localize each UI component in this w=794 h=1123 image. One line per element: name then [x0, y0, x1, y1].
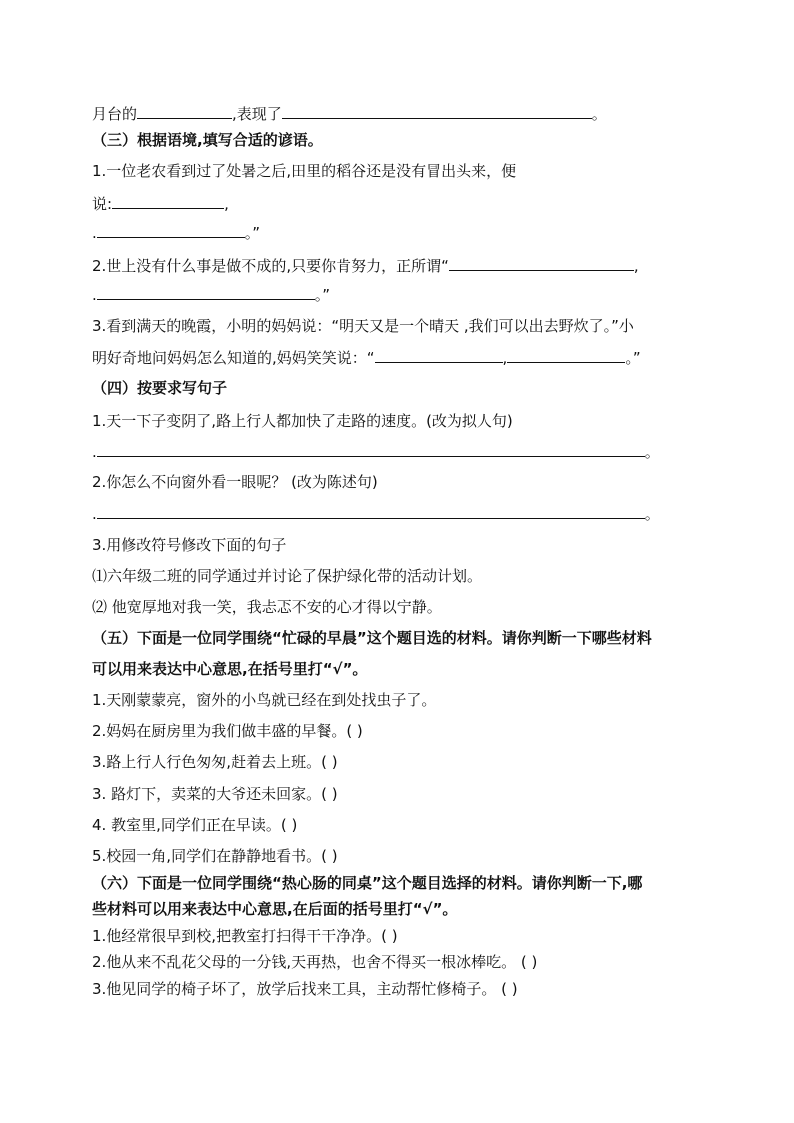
section-6-heading-line1: （六）下面是一位同学围绕“热心肠的同桌”这个题目选择的材料。请你判断一下,哪: [92, 874, 643, 892]
section-4-heading: （四）按要求写句子: [92, 379, 228, 397]
sec4-q3-2: ⑵ 他宽厚地对我一笑，我忐忑不安的心才得以宁静。: [92, 598, 442, 616]
section-5-heading-line2: 可以用来表达中心意思,在括号里打“√”。: [92, 660, 368, 678]
sec3-q3-end: 。”: [625, 349, 641, 367]
sec3-q1-prefix: 说:: [92, 195, 113, 213]
top-text-1: 月台的: [92, 105, 138, 123]
answer-blank[interactable]: [97, 503, 645, 519]
sec3-q1-dot: .: [92, 224, 97, 242]
sec3-q1-line1: 1.一位老农看到过了处暑之后,田里的稻谷还是没有冒出头来，便: [92, 162, 517, 180]
sec6-item: 3.他见同学的椅子坏了，放学后找来工具，主动帮忙修椅子。 ( ): [92, 980, 518, 998]
top-text-3: 。: [591, 105, 607, 123]
sec4-q1: 1.天一下子变阴了,路上行人都加快了走路的速度。(改为拟人句): [92, 412, 513, 430]
sec6-item: 1.他经常很早到校,把教室打扫得干干净净。( ): [92, 927, 398, 945]
sec4-q2-dot: .: [92, 505, 97, 523]
sec3-q1-line3: [92, 222, 260, 243]
sec3-q2-comma: ,: [633, 257, 639, 275]
sec3-q3-text: 明好奇地问妈妈怎么知道的,妈妈笑笑说：“: [92, 349, 375, 367]
sec3-q2-dot: .: [92, 286, 97, 304]
sec5-item: 1.天刚蒙蒙亮，窗外的小鸟就已经在到处找虫子了。: [92, 691, 437, 709]
sec4-q2-end: 。: [644, 505, 660, 523]
sec4-q3-1: ⑴六年级二班的同学通过并讨论了保护绿化带的活动计划。: [92, 567, 483, 585]
sec3-q2-end: 。”: [314, 286, 331, 304]
answer-blank[interactable]: [375, 347, 503, 363]
sec4-q2-answer: [92, 503, 660, 524]
answer-blank[interactable]: [97, 441, 645, 457]
sec4-q1-end: 。: [644, 443, 660, 461]
section-6-heading-line2: 些材料可以用来表达中心意思,在后面的括号里打“√”。: [92, 900, 458, 918]
sec3-q3-line1: 3.看到满天的晚霞，小明的妈妈说：“明天又是一个晴天 ,我们可以出去野炊了。”小: [92, 317, 634, 335]
sec3-q3-comma: ,: [502, 349, 508, 367]
sec3-q2-text: 2.世上没有什么事是做不成的,只要你肯努力，正所谓“: [92, 257, 449, 275]
sec3-q2-line2: [92, 284, 330, 305]
sec3-q3-line2: [92, 347, 641, 368]
sec4-q3: 3.用修改符号修改下面的句子: [92, 536, 287, 554]
answer-blank[interactable]: [112, 193, 224, 209]
sec3-q1-line2: [92, 193, 229, 214]
sec5-item: 3. 路灯下，卖菜的大爷还未回家。( ): [92, 785, 338, 803]
top-text-2: ,表现了: [232, 105, 282, 123]
answer-blank[interactable]: [507, 347, 625, 363]
sec6-item: 2.他从来不乱花父母的一分钱,天再热，也舍不得买一根冰棒吃。 ( ): [92, 953, 538, 971]
sec5-item: 3.路上行人行色匆匆,赶着去上班。( ): [92, 753, 338, 771]
answer-blank[interactable]: [137, 103, 232, 119]
answer-blank[interactable]: [282, 103, 592, 119]
answer-blank[interactable]: [97, 222, 245, 238]
sec3-q2-line1: [92, 255, 639, 276]
sec4-q1-answer: [92, 441, 660, 462]
sec5-item: 2.妈妈在厨房里为我们做丰盛的早餐。( ): [92, 722, 363, 740]
sec4-q2: 2.你怎么不向窗外看一眼呢？ (改为陈述句): [92, 473, 378, 491]
sec5-item: 4. 教室里,同学们正在早读。( ): [92, 816, 298, 834]
answer-blank[interactable]: [97, 284, 315, 300]
sec3-q1-end: 。”: [244, 224, 261, 242]
sec4-q1-dot: .: [92, 443, 97, 461]
answer-blank[interactable]: [449, 255, 634, 271]
sec3-q1-comma: ,: [224, 195, 229, 213]
section-3-heading: （三）根据语境,填写合适的谚语。: [92, 131, 323, 149]
section-5-heading-line1: （五）下面是一位同学围绕“忙碌的早晨”这个题目选的材料。请你判断一下哪些材料: [92, 629, 652, 647]
sec5-item: 5.校园一角,同学们在静静地看书。( ): [92, 847, 338, 865]
top-line: [92, 103, 607, 124]
